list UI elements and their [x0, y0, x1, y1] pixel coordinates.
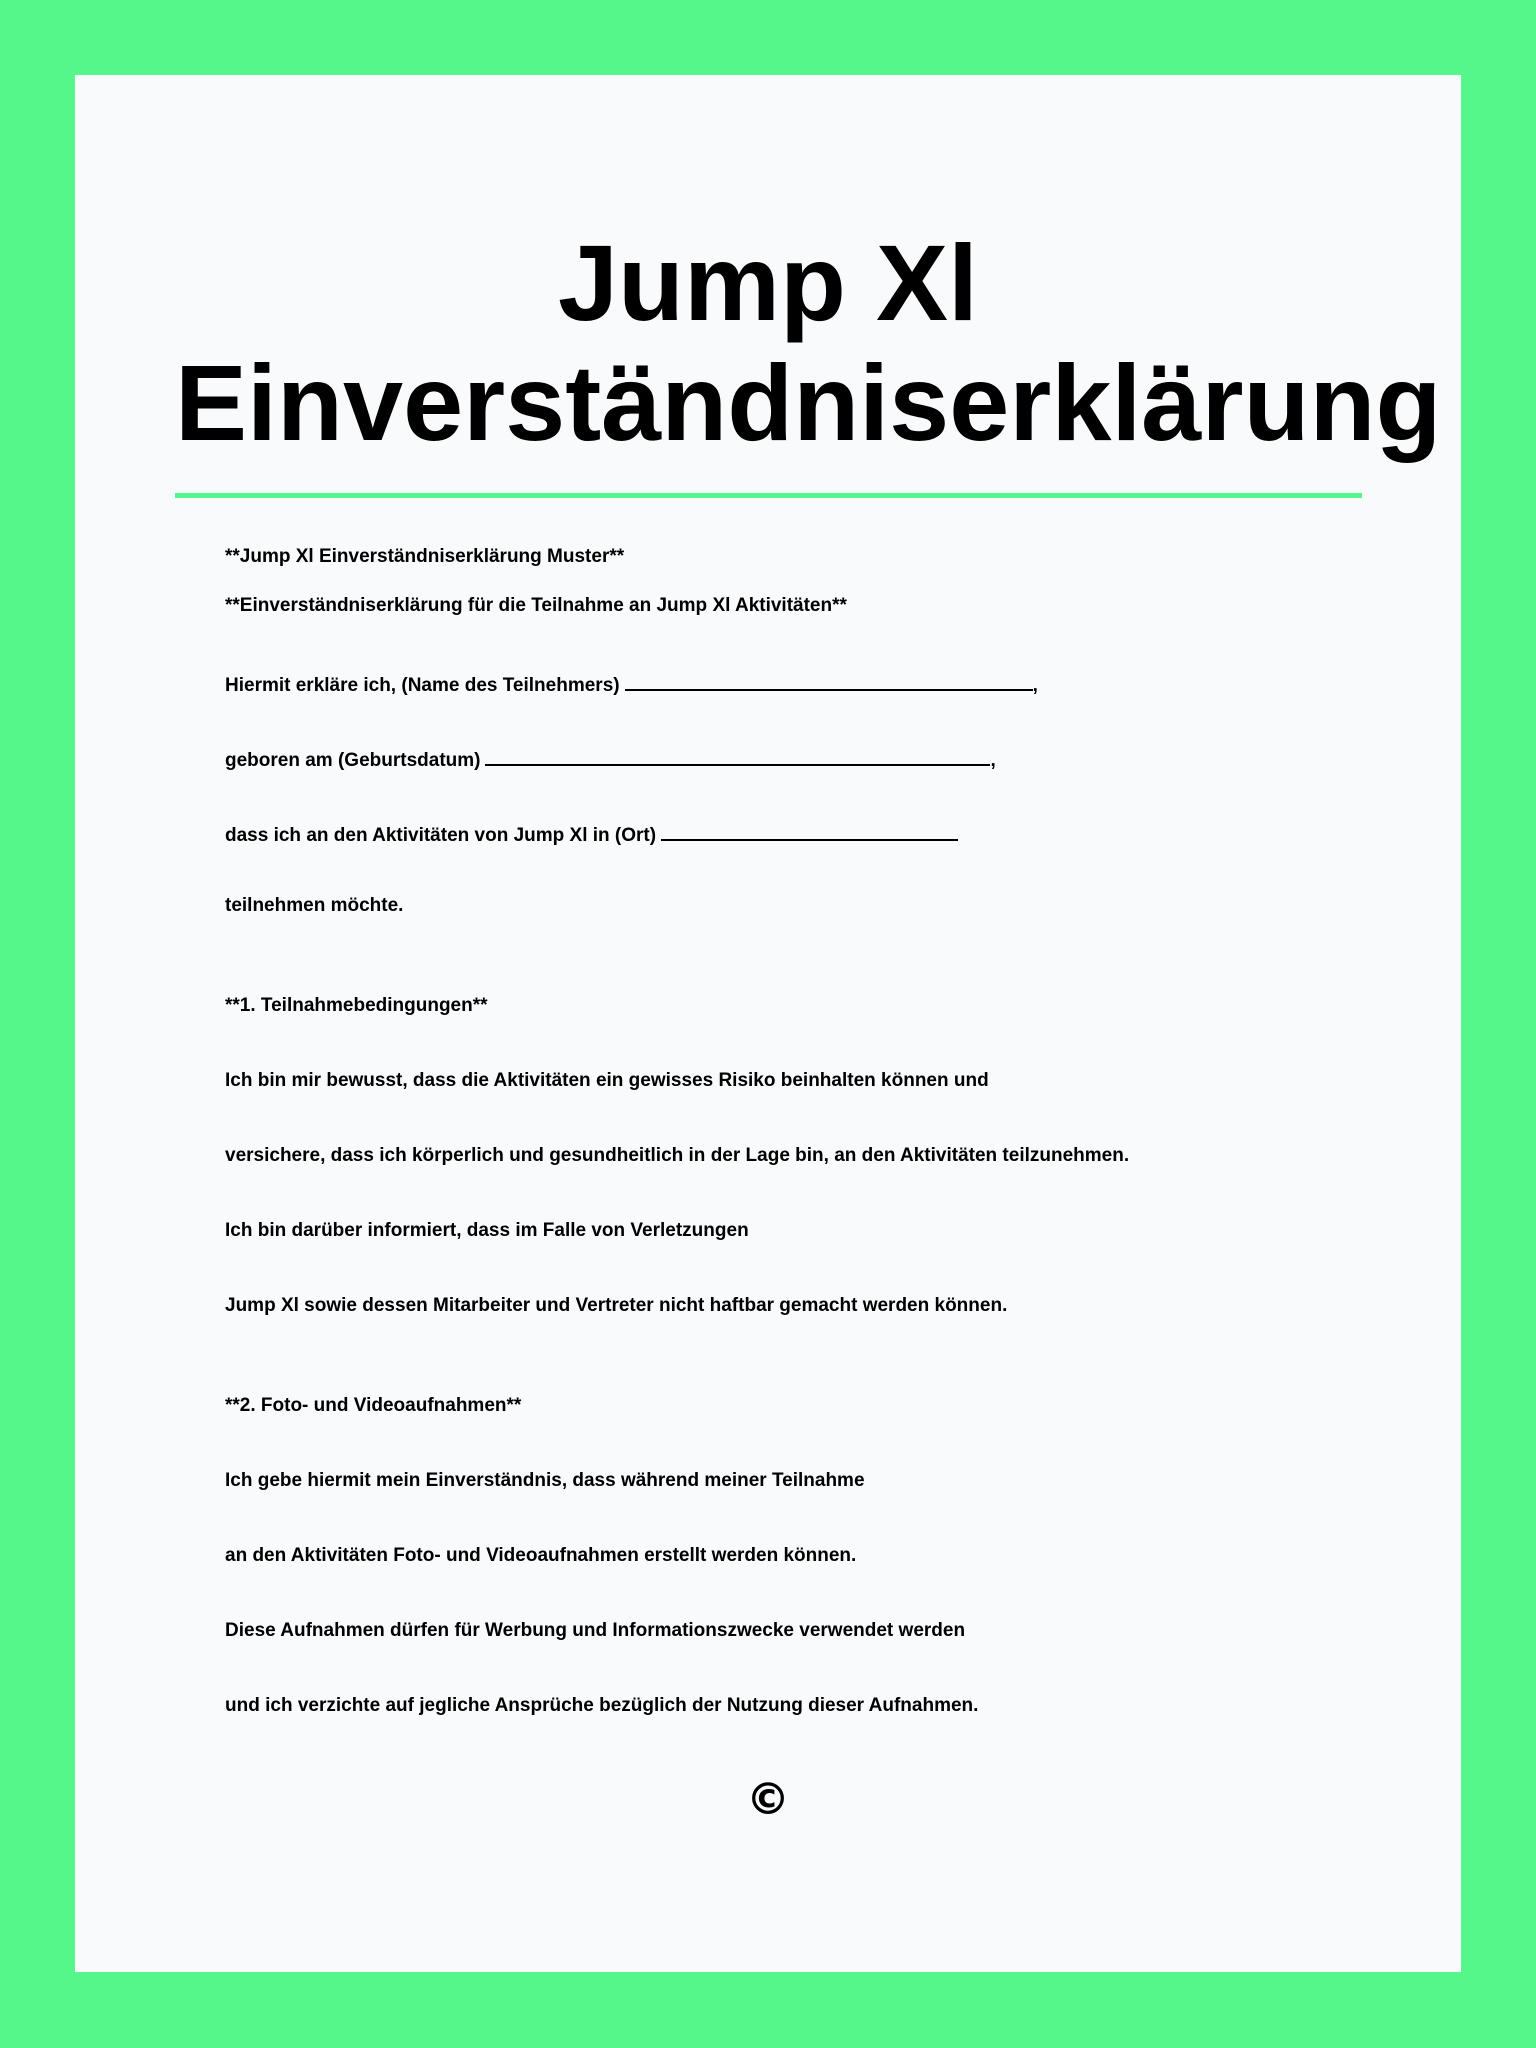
participate-line: teilnehmen möchte. — [225, 895, 404, 916]
section-1-line: Ich bin mir bewusst, dass die Aktivitäten ein gewisses Risiko beinhalten können und — [225, 1070, 989, 1091]
heading-purpose: **Einverständniserklärung für die Teilnahme an Jump Xl Aktivitäten** — [225, 595, 847, 616]
birthdate-line — [225, 744, 996, 773]
section-2-line: an den Aktivitäten Foto- und Videoaufnahmen erstellt werden können. — [225, 1545, 857, 1566]
place-blank[interactable] — [661, 819, 958, 841]
section-1-heading: **1. Teilnahmebedingungen** — [225, 995, 488, 1016]
document-title — [175, 222, 1442, 463]
copyright-icon: © — [746, 1774, 790, 1825]
heading-muster: **Jump Xl Einverständniserklärung Muster** — [225, 546, 625, 567]
participant-name-blank[interactable] — [625, 669, 1033, 691]
title-line-2: Einverständniserklärung — [175, 342, 1442, 463]
name-line — [225, 669, 1038, 698]
section-1-line: Jump Xl sowie dessen Mitarbeiter und Vertreter nicht haftbar gemacht werden können. — [225, 1295, 1008, 1316]
birthdate-line-comma: , — [990, 750, 996, 771]
title-divider — [175, 493, 1362, 498]
section-1-line: versichere, dass ich körperlich und gesundheitlich in der Lage bin, an den Aktivitäten teilzunehmen. — [225, 1145, 1130, 1166]
section-1-line: Ich bin darüber informiert, dass im Falle von Verletzungen — [225, 1220, 749, 1241]
place-line-label: dass ich an den Aktivitäten von Jump Xl in (Ort) — [225, 825, 657, 846]
birthdate-blank[interactable] — [485, 744, 990, 766]
name-line-comma: , — [1032, 675, 1038, 696]
place-line — [225, 819, 958, 848]
title-line-1: Jump Xl — [557, 222, 979, 343]
birthdate-line-label: geboren am (Geburtsdatum) — [225, 750, 481, 771]
document-page — [75, 75, 1461, 1972]
section-2-line: Ich gebe hiermit mein Einverständnis, dass während meiner Teilnahme — [225, 1470, 865, 1491]
section-2-heading: **2. Foto- und Videoaufnahmen** — [225, 1395, 522, 1416]
section-2-line: und ich verzichte auf jegliche Ansprüche bezüglich der Nutzung dieser Aufnahmen. — [225, 1695, 979, 1716]
name-line-label: Hiermit erkläre ich, (Name des Teilnehmers) — [225, 675, 620, 696]
section-2-line: Diese Aufnahmen dürfen für Werbung und Informationszwecke verwendet werden — [225, 1620, 966, 1641]
